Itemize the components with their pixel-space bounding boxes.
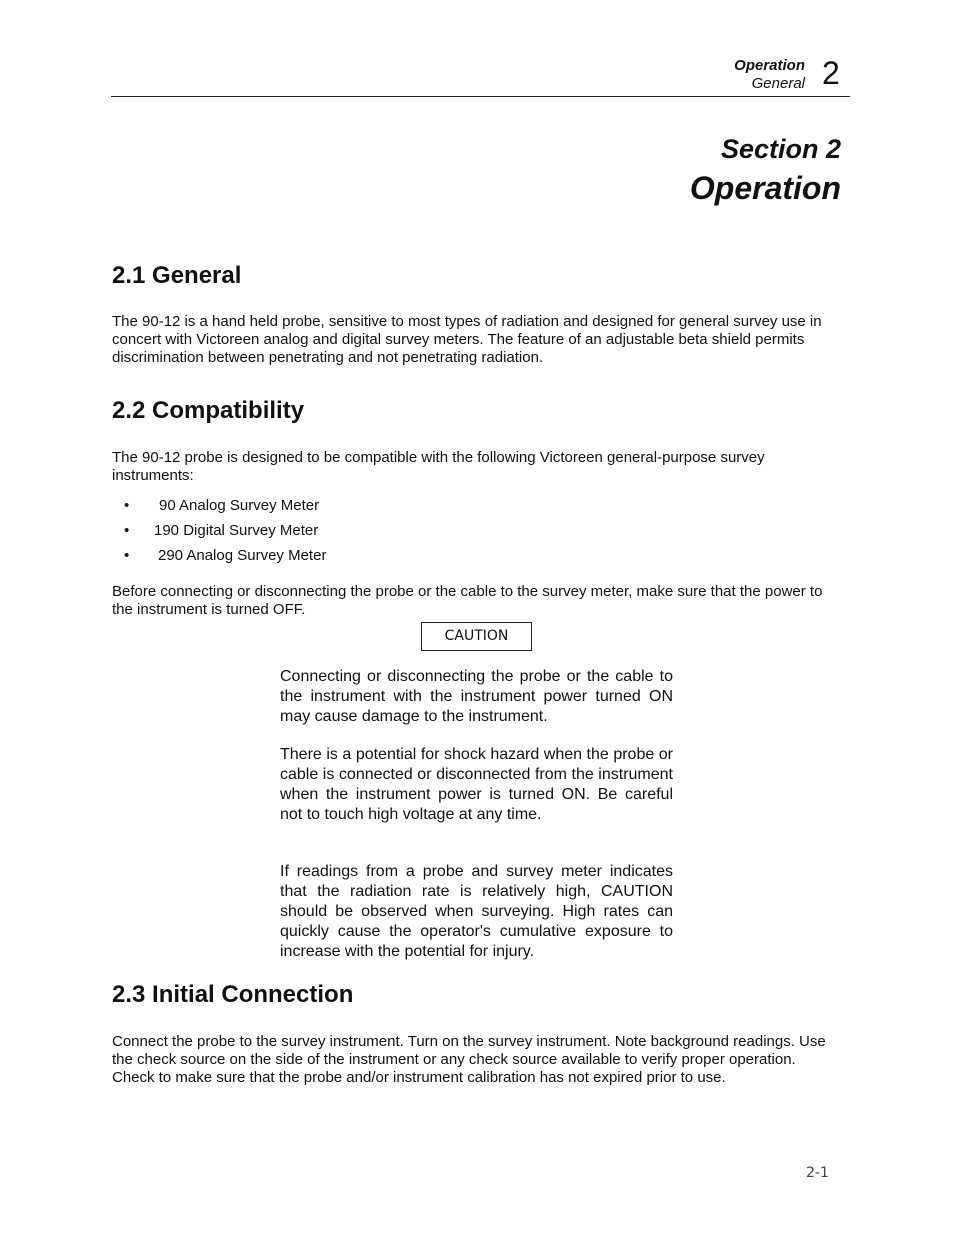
running-header-title: Operation <box>734 57 805 74</box>
list-item-text: 190 Digital Survey Meter <box>154 522 319 539</box>
bullet-icon: • <box>124 497 130 514</box>
page-number: 2-1 <box>806 1165 829 1181</box>
bullet-icon: • <box>124 522 130 539</box>
list-item-text: 290 Analog Survey Meter <box>158 547 327 564</box>
heading-general: 2.1 General <box>112 262 242 289</box>
compatibility-note: Before connecting or disconnecting the probe or the cable to the survey meter, make sure that the power to the instrument is turned OFF. <box>112 583 823 618</box>
section-title: Operation <box>689 170 841 206</box>
bullet-icon: • <box>124 547 130 564</box>
list-item <box>124 496 326 521</box>
list-item <box>124 521 326 546</box>
compatibility-intro: The 90-12 probe is designed to be compatible with the following Victoreen general-purpose survey instruments: <box>112 449 765 484</box>
caution-paragraph: If readings from a probe and survey meter indicates that the radiation rate is relatively high, CAUTION should be observed when surveying. High rates can quickly cause the operator's cumulative exposure to increase with the potential for injury. <box>280 863 673 960</box>
chapter-number: 2 <box>822 55 840 91</box>
header-divider <box>111 96 850 97</box>
caution-paragraph: There is a potential for shock hazard when the probe or cable is connected or disconnected from the instrument when the instrument power is turned ON. Be careful not to touch high voltage at any time. <box>280 746 673 823</box>
compatible-instruments-list <box>124 496 326 571</box>
running-header-subtitle: General <box>751 75 805 92</box>
heading-compatibility: 2.2 Compatibility <box>112 397 305 424</box>
caution-label: CAUTION <box>421 622 532 651</box>
heading-initial-connection: 2.3 Initial Connection <box>112 981 354 1008</box>
list-item <box>124 546 326 571</box>
caution-paragraph: Connecting or disconnecting the probe or the cable to the instrument with the instrument power turned ON may cause damage to the instrument. <box>280 668 673 725</box>
list-item-text: 90 Analog Survey Meter <box>159 497 320 514</box>
general-paragraph: The 90-12 is a hand held probe, sensitive to most types of radiation and designed for general survey use in concert with Victoreen analog and digital survey meters. The feature of an adjustable beta shield permits discrimination between penetrating and not penetrating radiation. <box>112 313 822 366</box>
section-label: Section 2 <box>720 134 841 164</box>
initial-connection-paragraph: Connect the probe to the survey instrument. Turn on the survey instrument. Note background readings. Use the check source on the side of the instrument or any check source available to verify proper operation. Check to make sure that the probe and/or instrument calibration has not expired prior to use. <box>112 1033 826 1086</box>
